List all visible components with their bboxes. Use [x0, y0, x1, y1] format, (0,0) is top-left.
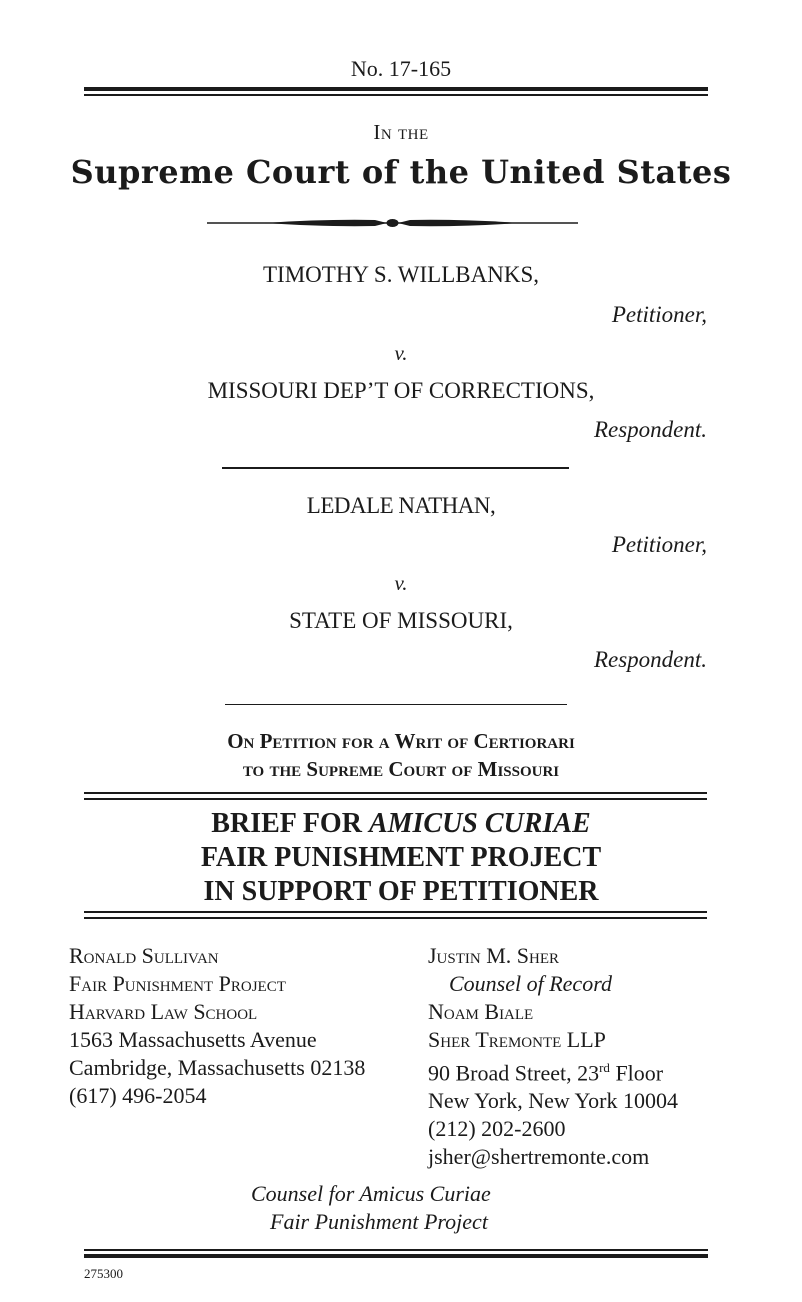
case2-respondent-role: Respondent. [593, 647, 707, 672]
right-counsel-email[interactable]: jsher@shertremonte.com [428, 1144, 650, 1170]
case-separator-rule [222, 467, 569, 469]
petition-line-2: to the Supreme Court of Missouri [242, 757, 560, 781]
right-counsel-city: New York, New York 10004 [428, 1088, 678, 1114]
petition-line-1: On Petition for a Writ of Certiorari [227, 729, 575, 753]
right-counsel-firm: Sher Tremonte LLP [428, 1027, 606, 1052]
brief-rule-top-2 [84, 798, 707, 800]
counsel-for-line-1: Counsel for Amicus Curiae [251, 1181, 491, 1206]
docket-number: No. 17-165 [350, 56, 452, 81]
left-counsel-street: 1563 Massachusetts Avenue [69, 1027, 317, 1052]
case2-versus: v. [394, 571, 408, 595]
right-counsel-block [428, 942, 728, 1171]
left-counsel-org: Fair Punishment Project [69, 971, 286, 996]
street-main: 90 Broad Street, 23 [428, 1060, 600, 1086]
case2-petitioner-role: Petitioner, [611, 532, 707, 557]
petition-separator-rule [225, 704, 567, 705]
case2-respondent: STATE OF MISSOURI, [289, 608, 513, 633]
brief-title-line-2: FAIR PUNISHMENT PROJECT [200, 842, 602, 873]
case1-versus: v. [394, 341, 408, 365]
top-rule-thin [84, 94, 708, 96]
ornament-rule [205, 212, 580, 234]
brief-amicus: AMICUS CURIAE [368, 808, 591, 839]
left-counsel-name: Ronald Sullivan [69, 943, 219, 968]
brief-rule-bottom-2 [84, 917, 707, 919]
street-floor: Floor [609, 1060, 664, 1086]
counsel-for-line-2: Fair Punishment Project [270, 1209, 488, 1234]
case1-petitioner: TIMOTHY S. WILLBANKS, [263, 262, 539, 287]
case1-respondent: MISSOURI DEP’T OF CORRECTIONS, [207, 378, 595, 403]
case1-respondent-role: Respondent. [593, 417, 707, 442]
brief-title-line-1 [0, 807, 802, 841]
right-counsel-name: Justin M. Sher [428, 943, 560, 968]
left-counsel-city: Cambridge, Massachusetts 02138 [69, 1055, 366, 1080]
case1-petitioner-role: Petitioner, [611, 302, 707, 327]
left-counsel-school: Harvard Law School [69, 999, 258, 1024]
right-counsel-phone: (212) 202-2600 [428, 1116, 566, 1142]
street-ordinal: rd [599, 1060, 610, 1075]
court-name: Supreme Court of the United States [70, 153, 732, 191]
right-counsel-role: Counsel of Record [449, 971, 612, 996]
brief-prefix: BRIEF FOR [211, 808, 369, 839]
brief-rule-top-1 [84, 792, 707, 794]
bottom-rule-thick [84, 1254, 708, 1258]
bottom-rule-thin [84, 1249, 708, 1251]
left-counsel-phone: (617) 496-2054 [69, 1083, 207, 1108]
in-the-label: In the [373, 120, 429, 144]
right-counsel-street [428, 1054, 728, 1087]
brief-title-line-3: IN SUPPORT OF PETITIONER [203, 876, 599, 907]
brief-rule-bottom-1 [84, 911, 707, 913]
footer-code: 275300 [84, 1266, 123, 1281]
case2-petitioner: LEDALE NATHAN, [306, 493, 496, 518]
left-counsel-block [69, 942, 419, 1110]
right-counsel-name-2: Noam Biale [428, 999, 534, 1024]
top-rule-thick [84, 87, 708, 91]
